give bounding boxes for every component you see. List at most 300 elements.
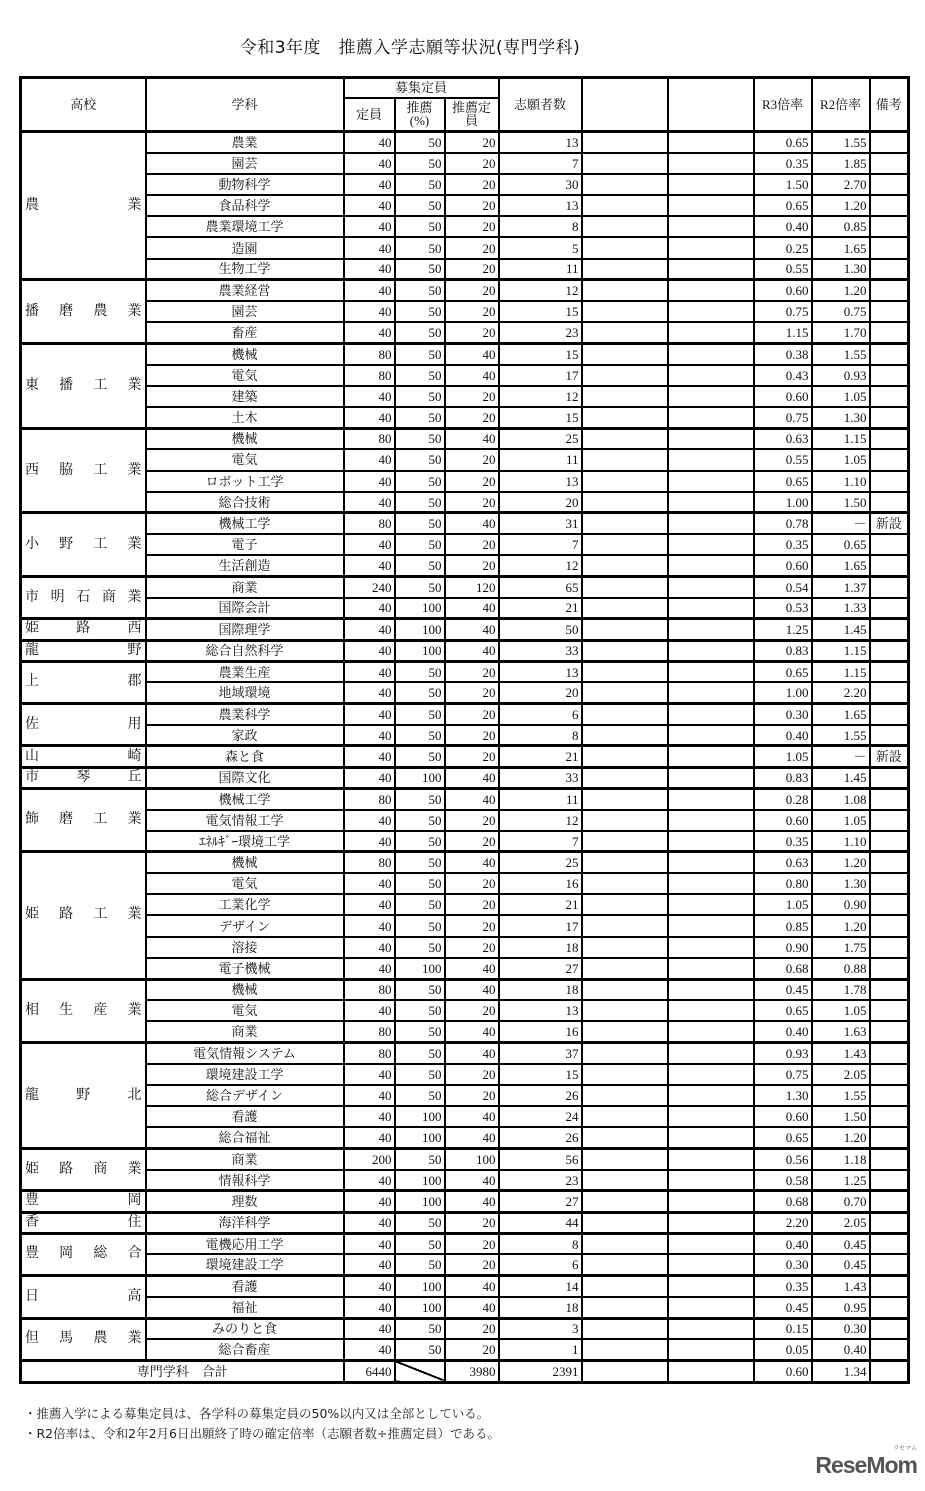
school-name: 西脇工業 xyxy=(21,428,146,513)
rec-pct: 100 xyxy=(395,1276,445,1297)
rec-cap: 20 xyxy=(445,301,499,322)
dept-name: 電気情報システム xyxy=(146,1043,344,1064)
note xyxy=(870,449,909,470)
blank-cell xyxy=(668,831,754,852)
dept-name: 工業化学 xyxy=(146,894,344,915)
blank-cell xyxy=(668,1212,754,1233)
blank-cell xyxy=(668,343,754,364)
applicants: 8 xyxy=(499,216,582,237)
note xyxy=(870,619,909,640)
header-blank-2 xyxy=(668,78,754,132)
dept-name: 農業環境工学 xyxy=(146,216,344,237)
rec-pct: 50 xyxy=(395,746,445,767)
blank-cell xyxy=(582,386,668,407)
note xyxy=(870,576,909,597)
capacity: 40 xyxy=(344,619,395,640)
applicants: 37 xyxy=(499,1043,582,1064)
r2-ratio: 1.50 xyxy=(812,492,870,513)
rec-cap: 20 xyxy=(445,873,499,894)
applicants: 44 xyxy=(499,1212,582,1233)
r3-ratio: 0.25 xyxy=(754,237,812,258)
r2-ratio: 1.05 xyxy=(812,1000,870,1021)
r2-ratio: 1.65 xyxy=(812,237,870,258)
rec-pct: 100 xyxy=(395,619,445,640)
r3-ratio: 0.90 xyxy=(754,937,812,958)
table-row xyxy=(21,958,909,979)
r2-ratio: 2.05 xyxy=(812,1212,870,1233)
blank-cell xyxy=(582,301,668,322)
dept-name: ロボット工学 xyxy=(146,471,344,492)
blank-cell xyxy=(582,767,668,788)
table-row xyxy=(21,1043,909,1064)
rec-cap: 20 xyxy=(445,555,499,576)
rec-pct: 50 xyxy=(395,1339,445,1360)
rec-pct: 50 xyxy=(395,1021,445,1042)
table-row xyxy=(21,725,909,746)
rec-cap: 40 xyxy=(445,1106,499,1127)
r3-ratio: 0.45 xyxy=(754,1297,812,1318)
blank-cell xyxy=(668,1276,754,1297)
rec-cap: 20 xyxy=(445,810,499,831)
dept-name: 機械 xyxy=(146,852,344,873)
rec-cap: 40 xyxy=(445,428,499,449)
r2-ratio: 2.70 xyxy=(812,174,870,195)
note xyxy=(870,343,909,364)
dept-name: 電気 xyxy=(146,1000,344,1021)
table-row xyxy=(21,1064,909,1085)
blank-cell xyxy=(582,492,668,513)
blank-cell xyxy=(582,788,668,809)
note xyxy=(870,132,909,153)
capacity: 40 xyxy=(344,894,395,915)
note xyxy=(870,174,909,195)
blank-cell xyxy=(582,555,668,576)
rec-pct: 50 xyxy=(395,1043,445,1064)
blank-cell xyxy=(668,746,754,767)
dept-name: 溶接 xyxy=(146,937,344,958)
blank-cell xyxy=(582,513,668,534)
blank-cell xyxy=(582,428,668,449)
dept-name: 生活創造 xyxy=(146,555,344,576)
applicants: 16 xyxy=(499,873,582,894)
r3-ratio: 0.40 xyxy=(754,216,812,237)
capacity: 40 xyxy=(344,915,395,936)
applicants: 13 xyxy=(499,471,582,492)
blank-cell xyxy=(582,1106,668,1127)
rec-pct: 50 xyxy=(395,661,445,682)
r2-ratio: 1.15 xyxy=(812,661,870,682)
blank-cell xyxy=(668,428,754,449)
dept-name: 電子機械 xyxy=(146,958,344,979)
capacity: 40 xyxy=(344,174,395,195)
capacity: 80 xyxy=(344,343,395,364)
note xyxy=(870,237,909,258)
note xyxy=(870,894,909,915)
blank-cell xyxy=(582,1021,668,1042)
rec-pct: 50 xyxy=(395,725,445,746)
note xyxy=(870,1233,909,1254)
r2-ratio: 0.90 xyxy=(812,894,870,915)
blank-cell xyxy=(582,704,668,725)
applicants: 16 xyxy=(499,1021,582,1042)
r2-ratio: 0.40 xyxy=(812,1339,870,1360)
rec-cap: 20 xyxy=(445,471,499,492)
school-name: 日高 xyxy=(21,1276,146,1318)
applicants: 33 xyxy=(499,767,582,788)
table-row xyxy=(21,1149,909,1170)
dept-name: 総合技術 xyxy=(146,492,344,513)
r3-ratio: 0.60 xyxy=(754,386,812,407)
school-name: 東播工業 xyxy=(21,343,146,428)
capacity: 40 xyxy=(344,407,395,428)
r2-ratio: 0.75 xyxy=(812,301,870,322)
blank-cell xyxy=(668,1339,754,1360)
applicants: 24 xyxy=(499,1106,582,1127)
table-row xyxy=(21,428,909,449)
page-title: 令和3年度 推薦入学志願等状況(専門学科) xyxy=(239,38,581,58)
school-name: 上郡 xyxy=(21,661,146,703)
blank-cell xyxy=(668,1170,754,1191)
school-name: 市琴丘 xyxy=(21,767,146,788)
capacity: 40 xyxy=(344,492,395,513)
rec-cap: 20 xyxy=(445,449,499,470)
capacity: 80 xyxy=(344,788,395,809)
capacity: 80 xyxy=(344,1021,395,1042)
rec-pct: 50 xyxy=(395,322,445,343)
school-name: 姫路工業 xyxy=(21,852,146,979)
school-name: 佐用 xyxy=(21,704,146,746)
rec-cap: 20 xyxy=(445,1233,499,1254)
blank-cell xyxy=(668,365,754,386)
capacity: 40 xyxy=(344,449,395,470)
rec-cap: 20 xyxy=(445,1339,499,1360)
applicants: 8 xyxy=(499,725,582,746)
capacity: 40 xyxy=(344,534,395,555)
r2-ratio: 1.30 xyxy=(812,259,870,280)
blank-cell xyxy=(582,1297,668,1318)
dept-name: 森と食 xyxy=(146,746,344,767)
blank-cell xyxy=(668,810,754,831)
table-row xyxy=(21,132,909,153)
note xyxy=(870,598,909,619)
capacity: 40 xyxy=(344,1318,395,1339)
rec-pct: 50 xyxy=(395,195,445,216)
logo-ruby: リセマム xyxy=(893,1446,917,1452)
r3-ratio: 0.58 xyxy=(754,1170,812,1191)
total-note xyxy=(870,1360,909,1382)
dept-name: 農業 xyxy=(146,132,344,153)
rec-cap: 40 xyxy=(445,1021,499,1042)
note xyxy=(870,831,909,852)
blank-cell xyxy=(668,153,754,174)
capacity: 40 xyxy=(344,640,395,661)
r2-ratio: 1.15 xyxy=(812,640,870,661)
applicants: 17 xyxy=(499,915,582,936)
header-r2-ratio: R2倍率 xyxy=(812,78,870,132)
dept-name: 電機応用工学 xyxy=(146,1233,344,1254)
note xyxy=(870,1339,909,1360)
blank-cell xyxy=(668,661,754,682)
footnote: ・推薦入学による募集定員は、各学科の募集定員の50%以内又は全部としている。 xyxy=(24,1405,490,1421)
r2-ratio: 1.85 xyxy=(812,153,870,174)
rec-cap: 20 xyxy=(445,915,499,936)
rec-cap: 40 xyxy=(445,640,499,661)
table-row xyxy=(21,979,909,1000)
rec-cap: 40 xyxy=(445,343,499,364)
rec-pct: 50 xyxy=(395,852,445,873)
r3-ratio: 0.68 xyxy=(754,1191,812,1212)
rec-cap: 20 xyxy=(445,322,499,343)
total-rec-pct-slash xyxy=(395,1360,445,1382)
table-row xyxy=(21,555,909,576)
capacity: 80 xyxy=(344,1043,395,1064)
r3-ratio: 1.05 xyxy=(754,746,812,767)
blank-cell xyxy=(582,449,668,470)
table-row xyxy=(21,640,909,661)
r3-ratio: 0.78 xyxy=(754,513,812,534)
r2-ratio: 2.20 xyxy=(812,682,870,703)
blank-cell xyxy=(582,682,668,703)
capacity: 40 xyxy=(344,471,395,492)
dept-name: 看護 xyxy=(146,1276,344,1297)
school-name: 姫路商業 xyxy=(21,1149,146,1191)
capacity: 200 xyxy=(344,1149,395,1170)
rec-pct: 50 xyxy=(395,386,445,407)
rec-cap: 20 xyxy=(445,704,499,725)
r3-ratio: 1.25 xyxy=(754,619,812,640)
table-row xyxy=(21,1339,909,1360)
dept-name: 造園 xyxy=(146,237,344,258)
rec-pct: 50 xyxy=(395,1149,445,1170)
applicants: 13 xyxy=(499,132,582,153)
table-row xyxy=(21,492,909,513)
blank-cell xyxy=(582,195,668,216)
rec-cap: 20 xyxy=(445,153,499,174)
r3-ratio: 0.35 xyxy=(754,534,812,555)
blank-cell xyxy=(668,534,754,555)
r2-ratio: 0.85 xyxy=(812,216,870,237)
r3-ratio: 0.63 xyxy=(754,428,812,449)
note xyxy=(870,640,909,661)
capacity: 40 xyxy=(344,1085,395,1106)
total-capacity: 6440 xyxy=(344,1360,395,1382)
applicants: 27 xyxy=(499,958,582,979)
blank-cell xyxy=(668,788,754,809)
table-row xyxy=(21,682,909,703)
blank-cell xyxy=(582,1254,668,1275)
applicants: 13 xyxy=(499,661,582,682)
rec-pct: 50 xyxy=(395,407,445,428)
r3-ratio: 0.38 xyxy=(754,343,812,364)
applicants: 20 xyxy=(499,682,582,703)
capacity: 40 xyxy=(344,237,395,258)
blank-cell xyxy=(582,153,668,174)
r2-ratio: 1.20 xyxy=(812,280,870,301)
rec-pct: 50 xyxy=(395,873,445,894)
capacity: 40 xyxy=(344,767,395,788)
blank-cell xyxy=(668,619,754,640)
note xyxy=(870,1276,909,1297)
capacity: 80 xyxy=(344,852,395,873)
rec-cap: 20 xyxy=(445,746,499,767)
applicants: 65 xyxy=(499,576,582,597)
rec-cap: 20 xyxy=(445,1318,499,1339)
blank-cell xyxy=(668,979,754,1000)
rec-pct: 50 xyxy=(395,1318,445,1339)
blank-cell xyxy=(668,1127,754,1148)
note xyxy=(870,322,909,343)
table-row xyxy=(21,301,909,322)
r2-ratio: 1.10 xyxy=(812,831,870,852)
note xyxy=(870,1318,909,1339)
table-row xyxy=(21,576,909,597)
applicants: 8 xyxy=(499,1233,582,1254)
capacity: 40 xyxy=(344,1000,395,1021)
capacity: 40 xyxy=(344,301,395,322)
rec-cap: 40 xyxy=(445,958,499,979)
r3-ratio: 0.80 xyxy=(754,873,812,894)
resemom-logo xyxy=(815,1446,917,1477)
r3-ratio: 0.45 xyxy=(754,979,812,1000)
rec-pct: 50 xyxy=(395,1064,445,1085)
applicants: 25 xyxy=(499,428,582,449)
rec-pct: 100 xyxy=(395,598,445,619)
rec-cap: 20 xyxy=(445,682,499,703)
note xyxy=(870,492,909,513)
r3-ratio: 0.65 xyxy=(754,471,812,492)
capacity: 40 xyxy=(344,153,395,174)
note xyxy=(870,810,909,831)
dept-name: 環境建設工学 xyxy=(146,1254,344,1275)
school-name: 姫路西 xyxy=(21,619,146,640)
dept-name: 機械 xyxy=(146,979,344,1000)
table-row xyxy=(21,937,909,958)
header-school: 高校 xyxy=(21,78,146,132)
r3-ratio: 1.05 xyxy=(754,894,812,915)
r2-ratio: 1.33 xyxy=(812,598,870,619)
header-r3-ratio: R3倍率 xyxy=(754,78,812,132)
rec-cap: 40 xyxy=(445,598,499,619)
rec-pct: 50 xyxy=(395,471,445,492)
dept-name: 環境建設工学 xyxy=(146,1064,344,1085)
dept-name: 農業経営 xyxy=(146,280,344,301)
rec-pct: 50 xyxy=(395,1085,445,1106)
table-row xyxy=(21,1106,909,1127)
note xyxy=(870,1000,909,1021)
header-blank-1 xyxy=(582,78,668,132)
rec-pct: 50 xyxy=(395,365,445,386)
table-row xyxy=(21,216,909,237)
r3-ratio: 0.05 xyxy=(754,1339,812,1360)
r3-ratio: 0.43 xyxy=(754,365,812,386)
footnotes xyxy=(24,1404,907,1444)
capacity: 40 xyxy=(344,1106,395,1127)
r2-ratio: 1.20 xyxy=(812,915,870,936)
table-row xyxy=(21,788,909,809)
capacity: 80 xyxy=(344,365,395,386)
dept-name: 機械 xyxy=(146,428,344,449)
dept-name: 土木 xyxy=(146,407,344,428)
capacity: 40 xyxy=(344,1339,395,1360)
r3-ratio: 0.93 xyxy=(754,1043,812,1064)
note xyxy=(870,195,909,216)
blank-cell xyxy=(582,1212,668,1233)
capacity: 40 xyxy=(344,661,395,682)
note xyxy=(870,534,909,555)
r2-ratio: 1.70 xyxy=(812,322,870,343)
capacity: 40 xyxy=(344,555,395,576)
blank-cell xyxy=(668,513,754,534)
blank-cell xyxy=(668,873,754,894)
blank-cell xyxy=(668,576,754,597)
note xyxy=(870,682,909,703)
rec-cap: 40 xyxy=(445,1276,499,1297)
rec-pct: 100 xyxy=(395,1191,445,1212)
rec-pct: 100 xyxy=(395,958,445,979)
note xyxy=(870,958,909,979)
rec-pct: 100 xyxy=(395,1106,445,1127)
rec-cap: 20 xyxy=(445,174,499,195)
applicants: 27 xyxy=(499,1191,582,1212)
r2-ratio: 1.25 xyxy=(812,1170,870,1191)
capacity: 40 xyxy=(344,831,395,852)
blank-cell xyxy=(582,471,668,492)
applicants: 15 xyxy=(499,301,582,322)
header-note: 備考 xyxy=(870,78,909,132)
table-row xyxy=(21,1212,909,1233)
note xyxy=(870,1191,909,1212)
note xyxy=(870,555,909,576)
blank-cell xyxy=(582,343,668,364)
r2-ratio: 0.95 xyxy=(812,1297,870,1318)
rec-cap: 40 xyxy=(445,979,499,1000)
dept-name: 国際理学 xyxy=(146,619,344,640)
note xyxy=(870,259,909,280)
r2-ratio: 1.45 xyxy=(812,619,870,640)
r2-ratio: 1.65 xyxy=(812,555,870,576)
rec-pct: 100 xyxy=(395,1127,445,1148)
dept-name: 理数 xyxy=(146,1191,344,1212)
blank-cell xyxy=(582,661,668,682)
capacity: 40 xyxy=(344,1170,395,1191)
rec-pct: 50 xyxy=(395,1233,445,1254)
dept-name: 農業科学 xyxy=(146,704,344,725)
blank-cell xyxy=(668,725,754,746)
blank-cell xyxy=(668,492,754,513)
rec-pct: 50 xyxy=(395,259,445,280)
r3-ratio: 0.85 xyxy=(754,915,812,936)
table-row xyxy=(21,1170,909,1191)
rec-pct: 50 xyxy=(395,216,445,237)
rec-pct: 50 xyxy=(395,132,445,153)
note xyxy=(870,979,909,1000)
blank-cell xyxy=(668,386,754,407)
r2-ratio: 0.45 xyxy=(812,1233,870,1254)
table-row xyxy=(21,343,909,364)
header-dept: 学科 xyxy=(146,78,344,132)
applicants: 12 xyxy=(499,386,582,407)
table-row xyxy=(21,513,909,534)
dept-name: 情報科学 xyxy=(146,1170,344,1191)
r2-ratio: 1.37 xyxy=(812,576,870,597)
blank-cell xyxy=(668,1000,754,1021)
blank-cell xyxy=(582,1170,668,1191)
rec-cap: 120 xyxy=(445,576,499,597)
blank-cell xyxy=(668,1021,754,1042)
note xyxy=(870,301,909,322)
table-row xyxy=(21,1127,909,1148)
school-name: 飾磨工業 xyxy=(21,788,146,852)
